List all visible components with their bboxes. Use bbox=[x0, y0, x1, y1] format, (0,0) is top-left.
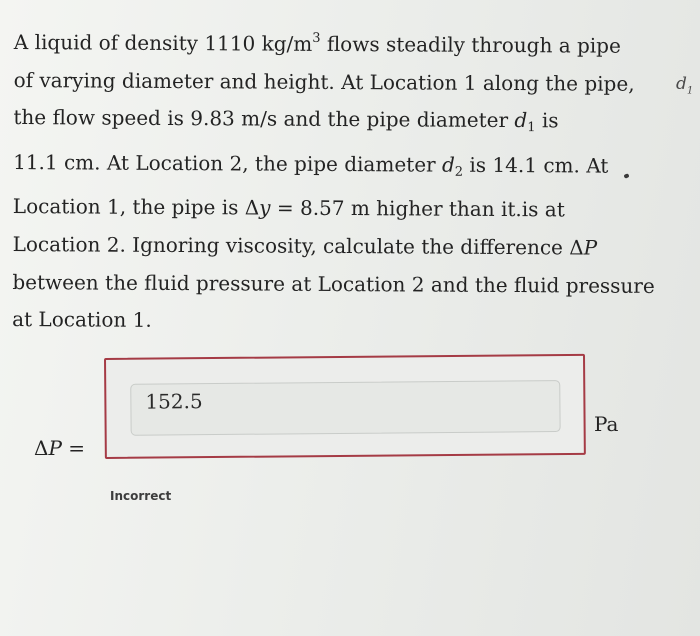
problem-line bbox=[14, 18, 634, 65]
problem-text: 11.1 cm. At Location 2, the pipe diameter bbox=[13, 149, 443, 177]
unit-label: Pa bbox=[594, 412, 619, 436]
problem-text: flows steadily through a pipe bbox=[320, 31, 621, 58]
status-feedback: Incorrect bbox=[110, 489, 172, 503]
subscript: 1 bbox=[527, 120, 536, 136]
variable: y bbox=[259, 195, 271, 220]
variable: d bbox=[676, 74, 687, 94]
diagram-label bbox=[676, 74, 693, 96]
problem-text: Location 1, the pipe is Δ bbox=[12, 194, 260, 220]
problem-text: = 8.57 m higher than it.is at bbox=[270, 195, 565, 222]
subscript: 1 bbox=[686, 85, 694, 97]
problem-text: is bbox=[535, 108, 559, 133]
superscript: 3 bbox=[312, 30, 321, 46]
problem-text: the flow speed is 9.83 m/s and the pipe diameter bbox=[13, 105, 515, 133]
problem-text: is 14.1 cm. At bbox=[463, 152, 609, 178]
answer-box bbox=[104, 354, 586, 459]
problem-statement bbox=[12, 18, 655, 343]
variable: d bbox=[441, 152, 455, 177]
subscript: 2 bbox=[454, 164, 464, 180]
problem-text: Location 2. Ignoring viscosity, calculate the difference Δ bbox=[12, 231, 584, 260]
problem-line: between the fluid pressure at Location 2 and the fluid pressure bbox=[12, 269, 655, 298]
problem-line bbox=[13, 144, 633, 192]
variable: d bbox=[514, 108, 528, 133]
problem-line bbox=[13, 99, 633, 147]
answer-input[interactable]: 152.5 bbox=[130, 380, 560, 436]
equals-sign: = bbox=[61, 436, 86, 460]
variable: P bbox=[583, 235, 598, 260]
problem-line: of varying diameter and height. At Location 1 along the pipe, bbox=[13, 67, 635, 96]
problem-line bbox=[13, 188, 633, 229]
delta-symbol: Δ bbox=[34, 436, 49, 460]
problem-line bbox=[12, 226, 632, 267]
delta-p-label bbox=[34, 436, 85, 460]
problem-text: A liquid of density 1110 kg/m bbox=[13, 29, 313, 56]
variable: P bbox=[48, 436, 62, 460]
problem-line: at Location 1. bbox=[12, 307, 152, 333]
